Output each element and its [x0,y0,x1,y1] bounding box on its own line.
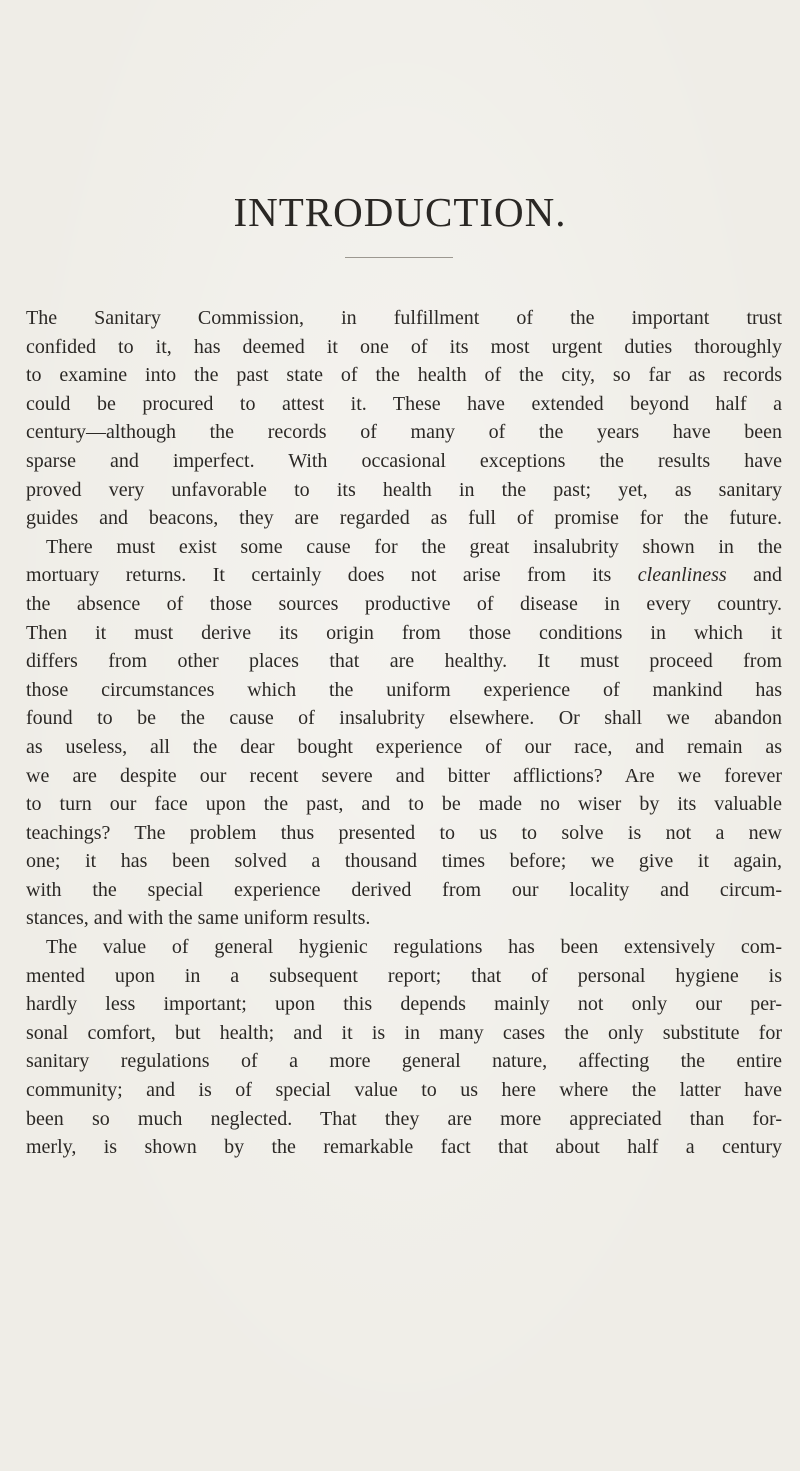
text-line [26,561,782,590]
italic-word: cleanliness [637,564,727,587]
title-divider [345,257,453,258]
text-line: with the special experience derived from our locality and circum- [26,878,782,901]
text-line: The value of general hygienic regulations has been extensively com- [46,936,782,959]
text-segment: mortuary returns. It certainly does not arise from its [26,564,638,587]
text-line: guides and beacons, they are regarded as full of promise for the future. [26,507,782,530]
text-line: century—although the records of many of the years have been [26,421,782,444]
text-line: teachings? The problem thus presented to us to solve is not a new [26,821,782,844]
text-line: hardly less important; upon this depends mainly not only our per- [26,993,782,1016]
text-line: differs from other places that are healthy. It must proceed from [26,650,782,673]
text-line: the absence of those sources productive of disease in every country. [26,592,782,615]
text-line: mented upon in a subsequent report; that of personal hygiene is [26,964,782,987]
text-line: The Sanitary Commission, in fulfillment of the important trust [26,307,782,329]
text-line: been so much neglected. That they are more appreciated than for- [26,1107,782,1130]
text-line: could be procured to attest it. These have extended beyond half a [26,392,782,415]
text-line: stances, and with the same uniform results. [26,907,371,930]
text-line: to turn our face upon the past, and to be made no wiser by its valuable [26,793,782,816]
text-line: those circumstances which the uniform experience of mankind has [26,678,782,701]
text-segment: and [726,564,782,587]
text-line: Then it must derive its origin from those conditions in which it [26,621,782,644]
text-line: sparse and imperfect. With occasional exceptions the results have [26,449,782,472]
text-line: merly, is shown by the remarkable fact that about half a century [26,1136,782,1159]
text-line: as useless, all the dear bought experience of our race, and remain as [26,735,782,758]
page-title: INTRODUCTION. [233,189,567,235]
body-text [26,304,782,1162]
text-line: found to be the cause of insalubrity elsewhere. Or shall we abandon [26,707,782,730]
text-line: sanitary regulations of a more general nature, affecting the entire [26,1050,782,1073]
text-line: one; it has been solved a thousand times before; we give it again, [26,850,782,873]
text-line: There must exist some cause for the great insalubrity shown in the [46,535,782,558]
text-line: proved very unfavorable to its health in the past; yet, as sanitary [26,478,782,501]
text-line: community; and is of special value to us here where the latter have [26,1079,782,1102]
text-line: we are despite our recent severe and bitter afflictions? Are we forever [26,764,782,787]
text-line: to examine into the past state of the health of the city, so far as records [26,364,782,387]
text-line: confided to it, has deemed it one of its most urgent duties thoroughly [26,335,782,358]
text-line: sonal comfort, but health; and it is in many cases the only substitute for [26,1021,782,1044]
